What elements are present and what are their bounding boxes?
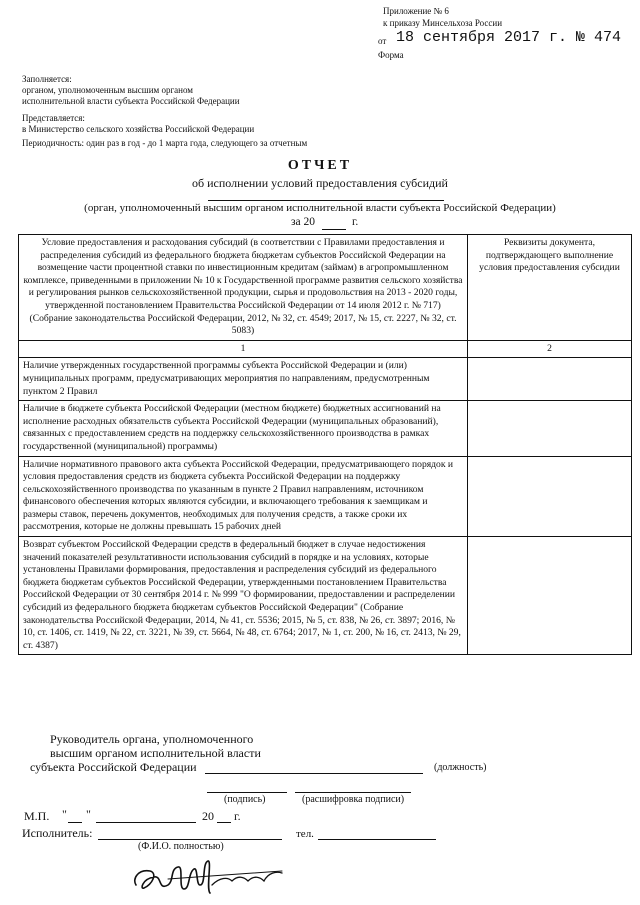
document-cell[interactable] xyxy=(468,401,632,456)
condition-cell: Наличие утвержденных государственной программы субъекта Российской Федерации и (или) муниципальных программ, предусматривающих мероприятия по направлениям, предусмотренным пунктом 2 Правил xyxy=(19,358,468,401)
day-blank xyxy=(68,822,82,823)
document-cell[interactable] xyxy=(468,456,632,537)
phone-line xyxy=(318,839,436,840)
organ-line xyxy=(208,200,444,201)
fio-label: (Ф.И.О. полностью) xyxy=(138,841,224,852)
report-title: ОТЧЕТ xyxy=(287,158,353,173)
periodicity: Периодичность: один раз в год - до 1 марта года, следующего за отчетным xyxy=(22,138,308,148)
col-number-1: 1 xyxy=(19,340,468,358)
header-document: Реквизиты документа, подтверждающего выполнение условия предоставления субсидии xyxy=(468,235,632,341)
table-row xyxy=(19,358,632,401)
head-line1: Руководитель органа, уполномоченного xyxy=(50,732,254,746)
quote-close: " xyxy=(86,807,91,821)
appendix-line1: Приложение № 6 xyxy=(383,6,449,16)
decoding-line xyxy=(295,792,411,793)
appendix-date-number: 18 сентября 2017 г. № 474 xyxy=(396,29,622,46)
executor-label: Исполнитель: xyxy=(22,826,93,840)
appendix-line2: к приказу Минсельхоза России xyxy=(383,18,503,28)
report-subtitle: об исполнении условий предоставления субсидий xyxy=(192,176,448,190)
mp-label: М.П. xyxy=(24,809,50,823)
position-line xyxy=(205,773,423,774)
submitted-value: в Министерство сельского хозяйства Российской Федерации xyxy=(22,124,255,134)
conditions-table xyxy=(18,234,632,655)
filled-label: Заполняется: xyxy=(22,74,72,84)
condition-cell: Возврат субъектом Российской Федерации средств в федеральный бюджет в случае недостижения значений показателей результативности использования субсидий в порядке и на условиях, которые установлены Правилами формирования, предоставления и распределения субсидий из федерального бюджета бюджетам субъектов Российской Федерации, утвержденными постановлением Правительства Российской Федерации от 30 сентября 2014 г. № 999 "О формировании, предоставлении и распределении субсидий из федерального бюджета бюджетам субъектов Российской Федерации" (Собрание законодательства Российской Федерации, 2014, № 41, ст. 5536; 2015, № 5, ст. 838, № 26, ст. 3897; 2016, № 10, ст. 1406, ст. 1419, № 22, ст. 3221, № 39, ст. 5664, № 48, ст. 6764; 2017, № 1, ст. 200, № 16, ст. 2413, № 29, ст. 4387) xyxy=(19,537,468,655)
document-cell[interactable] xyxy=(468,358,632,401)
sign-year-blank xyxy=(217,822,231,823)
table-number-row xyxy=(19,340,632,358)
table-row xyxy=(19,537,632,655)
appendix-from-prefix: от xyxy=(378,36,387,46)
table-row xyxy=(19,401,632,456)
document-cell[interactable] xyxy=(468,537,632,655)
submitted-label: Представляется: xyxy=(22,113,85,123)
filled-line1: органом, уполномоченным высшим органом xyxy=(22,85,193,95)
sign-year-prefix: 20 xyxy=(202,809,214,823)
head-line2: высшим органом исполнительной власти xyxy=(50,746,261,760)
month-blank xyxy=(96,822,196,823)
signature-label: (подпись) xyxy=(224,794,266,805)
phone-label: тел. xyxy=(296,828,314,840)
year-blank xyxy=(322,229,346,230)
condition-cell: Наличие нормативного правового акта субъекта Российской Федерации, предусматривающего порядок и условия предоставления средств из бюджета субъекта Российской Федерации на поддержку сельскохозяйственного производства по указанным в пункте 2 Правил направлениям, источником финансового обеспечения которых являются субсидии, и включающего требования к заемщикам и размеры ставок, перечень документов, необходимых для получения средств, а также сроки их рассмотрения, которые не должны превышать 15 рабочих дней xyxy=(19,456,468,537)
condition-cell: Наличие в бюджете субъекта Российской Федерации (местном бюджете) бюджетных ассигнований на исполнение расходных обязательств субъекта Российской Федерации (муниципальных образований), связанных с предоставлением средств на поддержку сельскохозяйственного производства в рамках государственной (муниципальной) программы) xyxy=(19,401,468,456)
executor-line xyxy=(98,839,282,840)
signature-line xyxy=(207,792,287,793)
decoding-label: (расшифровка подписи) xyxy=(302,794,405,805)
position-label: (должность) xyxy=(434,762,487,773)
col-number-2: 2 xyxy=(468,340,632,358)
filled-line2: исполнительной власти субъекта Российской Федерации xyxy=(22,96,240,106)
organ-caption: (орган, уполномоченный высшим органом исполнительной власти субъекта Российской Федерации) xyxy=(84,202,556,214)
table-row xyxy=(19,456,632,537)
quote-open: " xyxy=(62,807,67,821)
header-condition: Условие предоставления и расходования субсидий (в соответствии с Правилами предоставления и распределения субсидий из федерального бюджета бюджетам субъектов Российской Федерации на возмещение части процентной ставки по инвестиционным кредитам (займам) в агропромышленном комплексе, приведенными в приложении № 10 к Государственной программе развития сельского хозяйства и регулирования рынков сельскохозяйственной продукции, сырья и продовольствия на 2013 - 2020 годы, утвержденной постановлением Правительства Российской Федерации от 14 июля 2012 г. № 717) (Собрание законодательства Российской Федерации, 2012, № 32, ст. 4549; 2017, № 15, ст. 2227, № 32, ст. 5083) xyxy=(19,235,468,341)
handwritten-signature xyxy=(128,855,288,901)
sign-year-suffix: г. xyxy=(234,809,241,823)
year-prefix: за 20 xyxy=(291,216,316,228)
appendix-form: Форма xyxy=(378,50,404,60)
table-header-row xyxy=(19,235,632,341)
head-line3: субъекта Российской Федерации xyxy=(30,760,197,774)
year-suffix: г. xyxy=(352,216,359,228)
